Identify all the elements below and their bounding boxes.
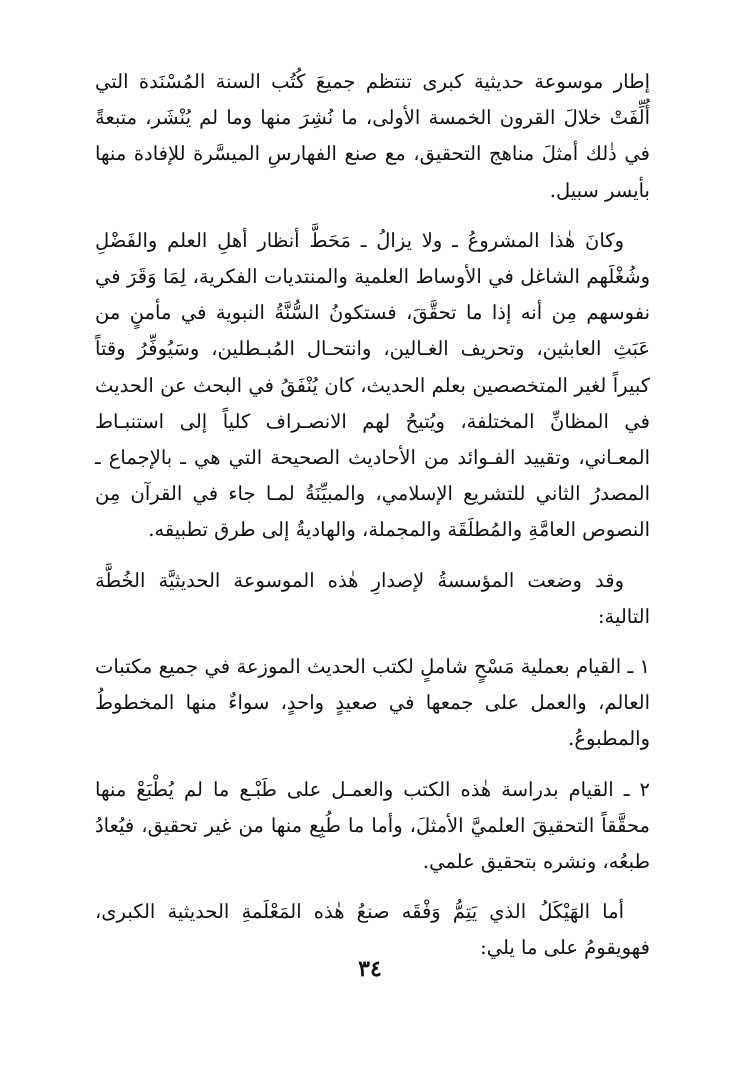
paragraph-plan-intro: وقد وضعت المؤسسةُ لإصدارِ هٰذه الموسوعة الحديثيَّة الخُطَّة التالية:	[95, 568, 650, 628]
list-item-text: القيام بدراسة هٰذه الكتب والعمـل على طَبْـع ما لم يُطْبَعْ منها محقَّقاً التحقيقَ العلميَّ الأمثلَ، وأما ما طُبِع منها من غير تحقيق، فيُعادُ طبعُه، ونشره بتحقيق علمي.	[95, 777, 650, 874]
paragraph-project: وكانَ هٰذا المشروعُ ـ ولا يزالُ ـ مَحَطَّ أنظار أهلِ العلم والفَضْلِ وشُغْلَهم الشاغل في الأوساط العلمية والمنتديات الفكرية، لِمَا وَقَرَ في نفوسهم مِن أنه إذا ما تحقَّقَ، فستكونُ السُّنَّةُ النبوية في مأمنٍ من عَبَثِ العابثين، وتحريف الغـالين، وانتحـال المُبـطلين، وسَيُوفِّرُ وقتاً كبيراً لغير المتخصصين بعلم الحديث، كان يُنْفَقُ في البحث عن الحديث في المظانِّ المختلفة، ويُتيحُ لهم الانصـراف كلياً إلى استنبـاط المعـاني، وتقييد الفـوائد من الأحاديث الصحيحة التي هي ـ بالإجماع ـ المصدرُ الثاني للتشريع الإسلامي، والمبيِّنَةُ لمـا جاء في القرآن مِن النصوص العامَّةِ والمُطلَقَة والمجملة، والهاديةُ إلى طرق تطبيقه.	[95, 228, 650, 542]
list-item-number: ٢ ـ	[623, 777, 650, 801]
list-item-number: ١ ـ	[627, 655, 650, 679]
page-body	[95, 64, 650, 981]
paragraph-intro: إطار موسوعة حديثية كبرى تنتظم جميعَ كُتُب السنة المُسْنَدة التي أُلِّفَتْ خلالَ القرون الخمسة الأولى، ما نُشِرَ منها وما لم يُنْشَر، متبعةً في ذٰلك أمثلَ مناهج التحقيق، مع صنع الفهارسِ الميسَّرة للإفادة منها بأيسر سبيل.	[95, 70, 650, 202]
paragraph-closing: أما الهَيْكَلُ الذي يَتِمُّ وَفْقَه صنعُ هٰذه المَعْلَمةِ الحديثية الكبرى، فهويقومُ على ما يلي:	[95, 900, 650, 960]
page-number: ٣٤	[358, 956, 382, 982]
list-item-text: القيام بعملية مَسْحٍ شاملٍ لكتب الحديث الموزعة في جميع مكتبات العالم، والعمل على جمعها في صعيدٍ واحدٍ، سواءٌ منها المخطوطُ والمطبوعُ.	[95, 655, 650, 751]
list-item	[95, 772, 650, 881]
list-item	[95, 649, 650, 758]
